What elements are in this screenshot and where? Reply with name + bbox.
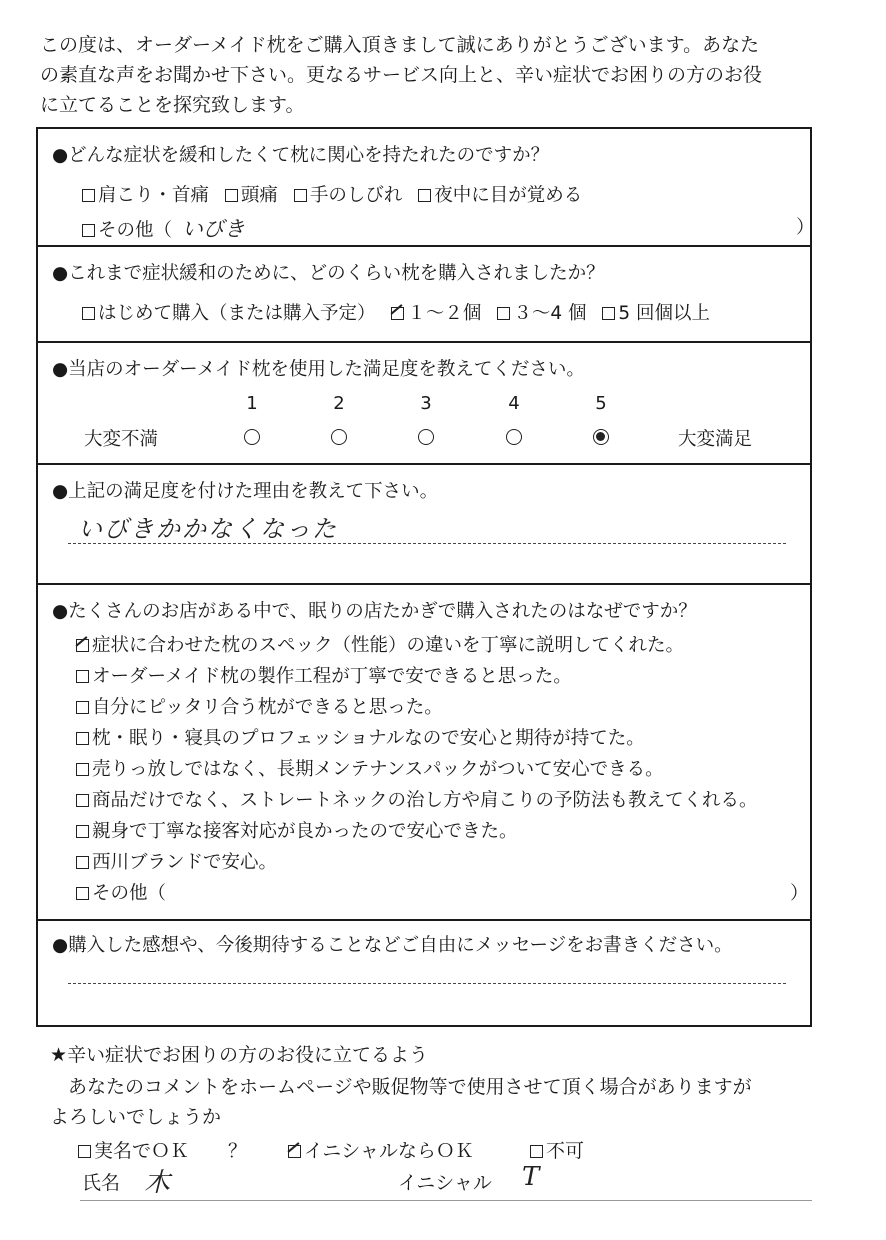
reason-option-3[interactable]: 自分にピッタリ合う枕ができると思った。 [76,693,443,719]
reason-answer: いびきかかなくなった [78,515,338,543]
checkbox[interactable] [497,307,510,320]
symptom-options [82,181,592,207]
question-reason [38,465,810,585]
question-reason-label: ●上記の満足度を付けた理由を教えて下さい。 [52,481,439,502]
checkbox-checked[interactable] [288,1145,301,1158]
checkbox[interactable] [602,307,615,320]
question-message-label: ●購入した感想や、今後期待することなどご自由にメッセージをお書きください。 [52,935,733,956]
checkbox-checked[interactable] [391,307,404,320]
checkbox-checked[interactable] [76,639,89,652]
question-why-store-label: ●たくさんのお店がある中で、眠りの店たかぎで購入されたのはなぜですか？ [52,601,697,622]
symptom-other[interactable]: その他（ いびき [82,213,245,243]
satisfaction-radio-2[interactable] [331,429,347,445]
checkbox[interactable] [76,701,89,714]
checkbox[interactable] [294,189,307,202]
question-purchase-count-label: ●これまで症状緩和のために、どのくらい枕を購入されましたか？ [52,263,605,284]
symptom-other-answer: いびき [181,217,245,241]
permission-text-1: あなたのコメントをホームページや販促物等で使用させて頂く場合がありますが [68,1076,752,1098]
permission-option-real-name[interactable]: 実名でＯＫ [78,1136,189,1163]
checkbox[interactable] [418,189,431,202]
checkbox[interactable] [82,189,95,202]
permission-option-initial[interactable]: イニシャルならＯＫ [288,1136,474,1163]
satisfaction-radio-5[interactable] [593,429,609,445]
symptom-option-3[interactable]: 手のしびれ [294,181,403,207]
intro-text [40,30,840,120]
checkbox[interactable] [225,189,238,202]
question-purchase-count [38,247,810,343]
purchase-option-4[interactable]: 5 回個以上 [602,299,710,325]
initial-label: イニシャル [398,1172,492,1194]
checkbox[interactable] [76,732,89,745]
purchase-count-options [82,299,720,325]
checkbox[interactable] [76,856,89,869]
question-mark: ？ [228,1140,248,1162]
intro-line-1: この度は、オーダーメイド枕をご購入頂きまして誠にありがとうございます。あなた [40,34,760,56]
permission-heading: ★辛い症状でお困りの方のお役に立てるよう [50,1044,429,1066]
close-paren: ） [790,883,809,904]
intro-line-3: に立てることを探究致します。 [40,94,305,116]
scale-number-3: 3 [420,393,432,414]
checkbox[interactable] [82,224,95,237]
scale-number-4: 4 [508,393,520,414]
answer-line [68,543,786,544]
satisfaction-radio-1[interactable] [244,429,260,445]
checkbox[interactable] [78,1145,91,1158]
name-value: 木 [144,1168,171,1198]
checkbox[interactable] [76,794,89,807]
reason-option-5[interactable]: 売りっ放しではなく、長期メンテナンスパックがついて安心できる。 [76,755,664,781]
reason-option-6[interactable]: 商品だけでなく、ストレートネックの治し方や肩こりの予防法も教えてくれる。 [76,786,757,812]
purchase-option-2[interactable]: １～２個 [391,299,481,325]
checkbox[interactable] [76,670,89,683]
reason-option-1[interactable]: 症状に合わせた枕のスペック（性能）の違いを丁寧に説明してくれた。 [76,631,684,657]
close-paren: ） [796,217,815,238]
reason-option-2[interactable]: オーダーメイド枕の製作工程が丁寧で安できると思った。 [76,662,572,688]
satisfaction-radio-4[interactable] [506,429,522,445]
scale-number-1: 1 [246,393,258,414]
scale-low-label: 大変不満 [84,429,159,450]
reason-option-4[interactable]: 枕・眠り・寝具のプロフェッショナルなので安心と期待が持てた。 [76,724,645,750]
permission-option-no[interactable]: 不可 [530,1136,584,1163]
checkbox[interactable] [82,307,95,320]
checkbox[interactable] [530,1145,543,1158]
signature-line [80,1200,812,1201]
symptom-option-2[interactable]: 頭痛 [225,181,278,207]
question-symptoms-label: ●どんな症状を緩和したくて枕に関心を持たれたのですか？ [52,145,550,166]
initial-value: T [522,1162,540,1192]
survey-frame [36,127,815,1027]
question-satisfaction [38,343,810,465]
reason-option-7[interactable]: 親身で丁寧な接客対応が良かったので安心できた。 [76,817,518,843]
satisfaction-radio-3[interactable] [418,429,434,445]
intro-line-2: の素直な声をお聞かせ下さい。更なるサービス向上と、辛い症状でお困りの方のお役 [40,64,763,86]
scale-high-label: 大変満足 [678,429,753,450]
checkbox[interactable] [76,763,89,776]
name-label: 氏名 [82,1172,121,1194]
symptom-option-1[interactable]: 肩こり・首痛 [82,181,209,207]
checkbox[interactable] [76,887,89,900]
purchase-option-1[interactable]: はじめて購入（または購入予定） [82,299,376,325]
permission-text-2: よろしいでしょうか [50,1106,222,1128]
question-satisfaction-label: ●当店のオーダーメイド枕を使用した満足度を教えてください。 [52,359,585,380]
scale-number-5: 5 [595,393,607,414]
symptom-option-4[interactable]: 夜中に目が覚める [418,181,582,207]
purchase-option-3[interactable]: ３～4 個 [497,299,586,325]
question-symptoms [38,129,815,247]
checkbox[interactable] [76,825,89,838]
question-why-store [38,585,810,921]
reason-option-8[interactable]: 西川ブランドで安心。 [76,848,277,874]
scale-number-2: 2 [333,393,345,414]
question-message [38,921,810,1027]
message-line [68,983,786,984]
reason-option-other[interactable]: その他（ [76,879,166,905]
